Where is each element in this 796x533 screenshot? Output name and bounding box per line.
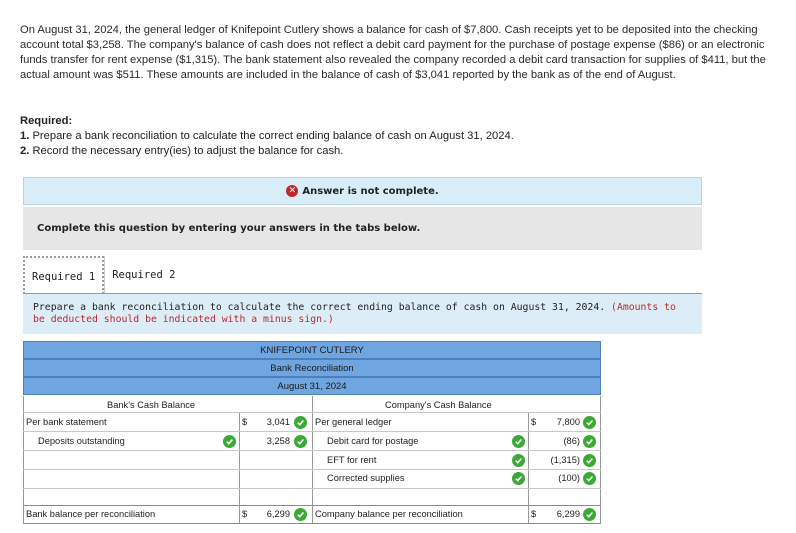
correct-check-icon [294, 508, 307, 521]
problem-statement: On August 31, 2024, the general ledger of Knifepoint Cutlery shows a balance for cash of $7,800. Cash receipts yet to be deposited into the checking account total $3,258. The company's balance of cash does not reflect a debit card payment for the purchase of postage expense ($86) or an electronic funds transfer for rent expense ($1,315). The bank statement also revealed the company recorded a debit card transaction for supplies of $411, but the actual amount was $511. These amounts are included in the balance of cash of $3,041 reported by the bank as of the end of August. [20, 24, 766, 81]
bank-section-header: Bank's Cash Balance [107, 400, 196, 410]
correct-check-icon [583, 472, 596, 485]
tab-instruction-note: (Amounts to be deducted should be indicated with a minus sign.) [33, 302, 676, 325]
row-divider [23, 431, 601, 432]
bank-total-label: Bank balance per reconciliation [26, 509, 156, 519]
required-section [20, 114, 514, 159]
required-item-2-number: 2. [20, 145, 30, 157]
correct-check-icon [223, 435, 236, 448]
correct-check-icon [512, 472, 525, 485]
required-item-2 [20, 144, 514, 159]
required-item-1 [20, 129, 514, 144]
row-divider [23, 469, 601, 470]
company-row-amount[interactable]: (86) [563, 436, 580, 446]
instructions-banner [23, 207, 702, 250]
tab-bar [23, 256, 182, 294]
correct-check-icon [294, 416, 307, 429]
bank-row-label: Per bank statement [26, 417, 107, 427]
instructions-banner-text: Complete this question by entering your answers in the tabs below. [37, 223, 421, 234]
tab-instruction [23, 294, 702, 334]
company-row-amount[interactable]: (1,315) [550, 455, 580, 465]
correct-check-icon [512, 454, 525, 467]
correct-check-icon [583, 454, 596, 467]
row-divider [23, 412, 601, 413]
company-row-label[interactable]: EFT for rent [327, 455, 377, 465]
tab-instruction-text: Prepare a bank reconciliation to calculate the correct ending balance of cash on August 31, 2024. [33, 302, 606, 313]
required-item-2-text: Record the necessary entry(ies) to adjust the balance for cash. [32, 145, 344, 157]
company-total-label: Company balance per reconciliation [315, 509, 463, 519]
bank-total-amount[interactable]: 6,299 [266, 509, 290, 519]
row-divider [23, 488, 601, 489]
company-row-label[interactable]: Debit card for postage [327, 436, 419, 446]
company-row-label[interactable]: Corrected supplies [327, 473, 405, 483]
answer-status-text: Answer is not complete. [302, 185, 439, 197]
col-divider [528, 412, 529, 524]
col-divider [239, 412, 240, 524]
answer-status-bar [23, 177, 702, 205]
company-section-header: Company's Cash Balance [385, 400, 492, 410]
bank-total-currency: $ [242, 509, 248, 519]
correct-check-icon [583, 435, 596, 448]
required-item-1-text: Prepare a bank reconciliation to calculate the correct ending balance of cash on August 31, 2024. [32, 130, 514, 142]
company-row-currency: $ [531, 417, 537, 427]
table-title: Bank Reconciliation [23, 359, 601, 377]
table-company-name: KNIFEPOINT CUTLERY [23, 341, 601, 359]
row-divider [23, 450, 601, 451]
reconciliation-table [23, 396, 601, 524]
table-date: August 31, 2024 [23, 377, 601, 395]
tab-required-1[interactable]: Required 1 [23, 256, 104, 294]
table-border-bottom [23, 523, 601, 524]
company-total-currency: $ [531, 509, 537, 519]
correct-check-icon [583, 416, 596, 429]
correct-check-icon [294, 435, 307, 448]
tab-required-2[interactable]: Required 2 [104, 256, 182, 294]
correct-check-icon [512, 435, 525, 448]
total-divider [23, 505, 601, 506]
bank-row-amount[interactable]: 3,041 [266, 417, 290, 427]
company-row-amount[interactable]: (100) [558, 473, 580, 483]
company-row-amount[interactable]: 7,800 [556, 417, 580, 427]
bank-row-amount[interactable]: 3,258 [266, 436, 290, 446]
required-heading: Required: [20, 115, 73, 127]
company-row-label: Per general ledger [315, 417, 392, 427]
x-circle-icon: ✕ [286, 185, 298, 197]
correct-check-icon [583, 508, 596, 521]
bank-row-label[interactable]: Deposits outstanding [38, 436, 125, 446]
bank-row-currency: $ [242, 417, 248, 427]
required-item-1-number: 1. [20, 130, 30, 142]
company-total-amount[interactable]: 6,299 [556, 509, 580, 519]
